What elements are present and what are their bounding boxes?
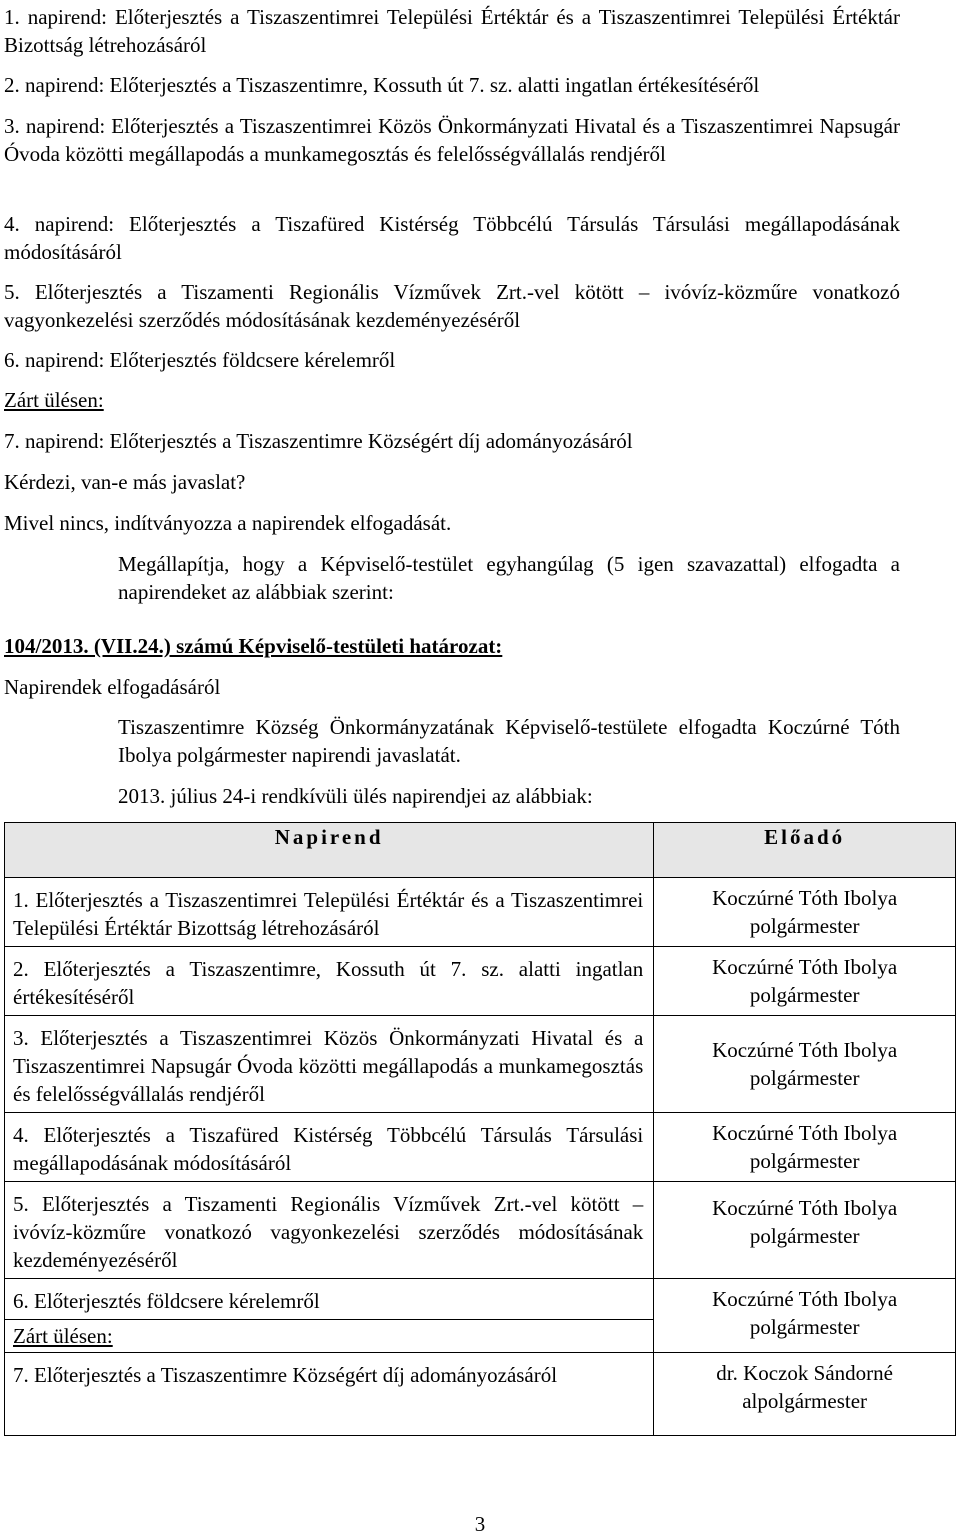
table-row — [5, 878, 956, 947]
agenda-table-header — [5, 823, 956, 878]
intro-item-6: 6. napirend: Előterjesztés földcsere kérelemről — [4, 348, 396, 372]
presenter-role: polgármester — [749, 1224, 860, 1248]
table-row — [5, 1016, 956, 1113]
table-row — [5, 1182, 956, 1279]
vote-result: Megállapítja, hogy a Képviselő-testület egyhangúlag (5 igen szavazattal) elfogadta a napirendeket az alábbiak szerint: — [118, 552, 900, 604]
agenda-item-text: 2. Előterjesztés a Tiszaszentimre, Kossuth út 7. sz. alatti ingatlan értékesítéséről — [13, 957, 644, 1009]
header-agenda: Napirend — [5, 823, 654, 878]
table-row — [5, 947, 956, 1016]
closed-session-table-label: Zárt ülésen: — [13, 1324, 113, 1348]
table-row — [5, 1113, 956, 1182]
agenda-item-text: 3. Előterjesztés a Tiszaszentimrei Közös Önkormányzati Hivatal és a Tiszaszentimrei Napsugár Óvoda közötti megállapodás a munkamegosztás és felelősségvállalás rendjéről — [13, 1026, 644, 1106]
motion-text: Mivel nincs, indítványozza a napirendek elfogadását. — [4, 511, 452, 535]
page-number: 3 — [474, 1512, 486, 1536]
intro-item-5: 5. Előterjesztés a Tiszamenti Regionális Vízművek Zrt.-vel kötött – ivóvíz-közműre vonatkozó vagyonkezelési szerződés módosításának kezdeményezéséről — [4, 280, 900, 332]
presenter-role: polgármester — [749, 914, 860, 938]
presenter-name: Koczúrné Tóth Ibolya — [712, 1121, 898, 1145]
presenter-role: polgármester — [749, 1149, 860, 1173]
header-presenter: Előadó — [654, 823, 956, 878]
agenda-item-text: 7. Előterjesztés a Tiszaszentimre Községért díj adományozásáról — [13, 1363, 558, 1387]
presenter-name: Koczúrné Tóth Ibolya — [712, 1038, 898, 1062]
presenter-name: Koczúrné Tóth Ibolya — [712, 886, 898, 910]
table-row — [5, 1353, 956, 1436]
agenda-item-text: 5. Előterjesztés a Tiszamenti Regionális Vízművek Zrt.-vel kötött – ivóvíz-közműre vonatkozó vagyonkezelési szerződés módosításának kezdeményezéséről — [13, 1192, 644, 1272]
intro-item-1: 1. napirend: Előterjesztés a Tiszaszentimrei Települési Értéktár és a Tiszaszentimrei Települési Értéktár Bizottság létrehozásáról — [4, 5, 900, 57]
question-text: Kérdezi, van-e más javaslat? — [4, 470, 246, 494]
presenter-role: polgármester — [749, 1315, 860, 1339]
intro-item-4: 4. napirend: Előterjesztés a Tiszafüred Kistérség Többcélú Társulás Társulási megállapodásának módosításáról — [4, 212, 900, 264]
presenter-name: dr. Koczok Sándorné — [716, 1361, 893, 1385]
presenter-name: Koczúrné Tóth Ibolya — [712, 1196, 898, 1220]
intro-item-2: 2. napirend: Előterjesztés a Tiszaszentimre, Kossuth út 7. sz. alatti ingatlan értékesítéséről — [4, 73, 760, 97]
resolution-title: 104/2013. (VII.24.) számú Képviselő-testületi határozat: — [4, 634, 503, 658]
agenda-item-text: 4. Előterjesztés a Tiszafüred Kistérség Többcélú Társulás Társulási megállapodásának módosításáról — [13, 1123, 644, 1175]
presenter-role: alpolgármester — [742, 1389, 868, 1413]
agenda-table — [4, 822, 956, 1436]
presenter-role: polgármester — [749, 1066, 860, 1090]
resolution-text: Tiszaszentimre Község Önkormányzatának Képviselő-testülete elfogadta Koczúrné Tóth Ibolya polgármester napirendi javaslatát. — [118, 715, 900, 767]
agenda-intro: 2013. július 24-i rendkívüli ülés napirendjei az alábbiak: — [118, 784, 593, 808]
intro-item-7: 7. napirend: Előterjesztés a Tiszaszentimre Községért díj adományozásáról — [4, 429, 633, 453]
closed-session-label: Zárt ülésen: — [4, 388, 104, 412]
presenter-name: Koczúrné Tóth Ibolya — [712, 1287, 898, 1311]
table-row — [5, 1279, 956, 1320]
presenter-role: polgármester — [749, 983, 860, 1007]
resolution-subject: Napirendek elfogadásáról — [4, 675, 221, 699]
agenda-item-text: 6. Előterjesztés földcsere kérelemről — [13, 1289, 320, 1313]
intro-item-3: 3. napirend: Előterjesztés a Tiszaszentimrei Közös Önkormányzati Hivatal és a Tiszaszentimrei Napsugár Óvoda közötti megállapodás a munkamegosztás és felelősségvállalás rendjéről — [4, 114, 900, 166]
presenter-name: Koczúrné Tóth Ibolya — [712, 955, 898, 979]
agenda-item-text: 1. Előterjesztés a Tiszaszentimrei Települési Értéktár és a Tiszaszentimrei Települési Értéktár Bizottság létrehozásáról — [13, 888, 644, 940]
